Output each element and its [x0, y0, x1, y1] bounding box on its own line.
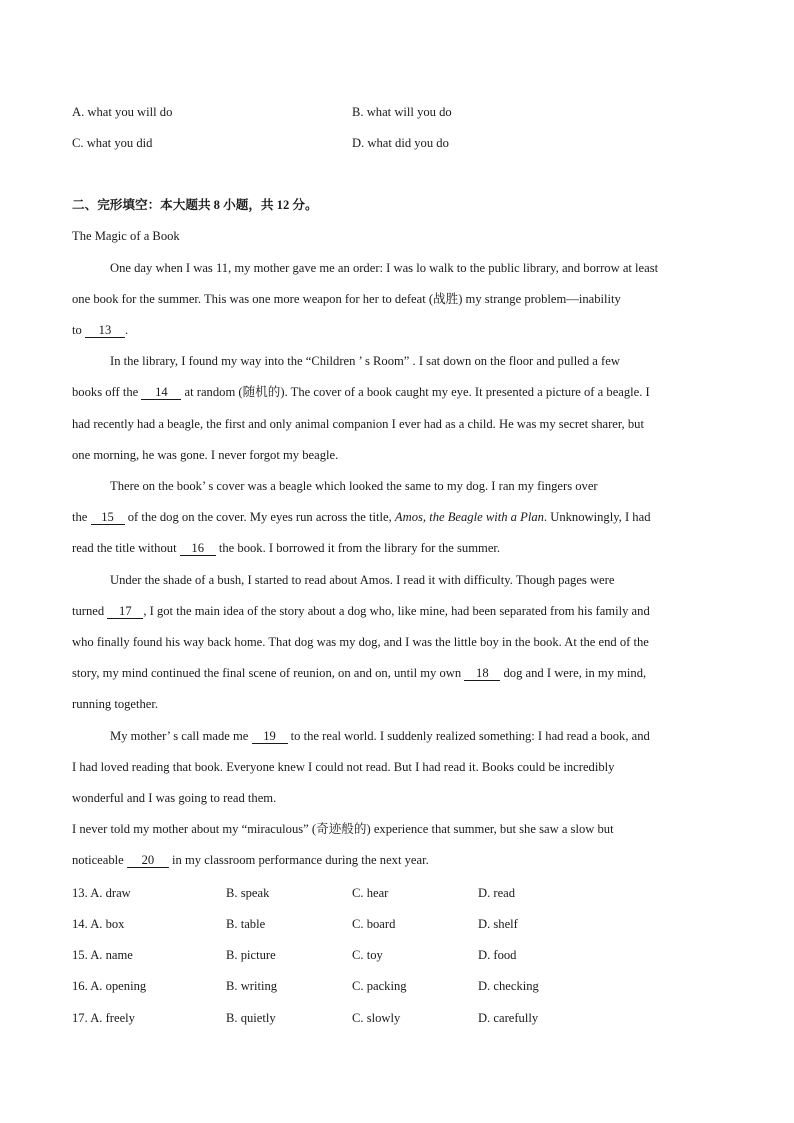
passage-line [72, 667, 646, 681]
blank-19[interactable]: 19 [252, 730, 288, 744]
text-fragment: at random (随机的). The cover of a book caught my eye. It presented a picture of a beagle. I [181, 385, 650, 399]
passage-line [110, 730, 650, 744]
passage-line: one morning, he was gone. I never forgot my beagle. [72, 448, 339, 462]
option-d[interactable]: D. shelf [478, 917, 518, 931]
section-heading: 二、完形填空：本大题共 8 小题，共 12 分。 [72, 198, 318, 212]
option-c[interactable]: C. slowly [352, 1011, 401, 1025]
text-fragment: read the title without [72, 541, 180, 555]
passage-line: I never told my mother about my “miraculous” (奇迹般的) experience that summer, but she saw a slow but [72, 822, 614, 836]
text-fragment: . [124, 323, 129, 337]
passage-line [72, 511, 651, 525]
text-fragment: the book. I borrowed it from the library for the summer. [215, 541, 501, 555]
prev-option-a[interactable]: A. what you will do [72, 105, 173, 119]
option-d[interactable]: D. read [478, 886, 516, 900]
option-c[interactable]: C. toy [352, 948, 383, 962]
option-b[interactable]: B. writing [226, 979, 278, 993]
option-b[interactable]: B. quietly [226, 1011, 276, 1025]
option-a[interactable]: 17. A. freely [72, 1011, 135, 1025]
option-d[interactable]: D. food [478, 948, 517, 962]
passage-line: one book for the summer. This was one more weapon for her to defeat (战胜) my strange problem—inability [72, 292, 621, 306]
option-a[interactable]: 13. A. draw [72, 886, 131, 900]
passage-line: One day when I was 11, my mother gave me an order: I was lo walk to the public library, and borrow at least [110, 261, 659, 275]
prev-option-c[interactable]: C. what you did [72, 136, 153, 150]
passage-line: Under the shade of a bush, I started to read about Amos. I read it with difficulty. Though pages were [110, 573, 615, 587]
passage-line [72, 324, 128, 338]
text-fragment: . Unknowingly, I had [543, 510, 651, 524]
question-row [72, 886, 722, 906]
option-a[interactable]: 16. A. opening [72, 979, 147, 993]
text-fragment: the [72, 510, 91, 524]
text-fragment: books off the [72, 385, 142, 399]
blank-16[interactable]: 16 [180, 542, 216, 556]
option-b[interactable]: B. speak [226, 886, 270, 900]
blank-13[interactable]: 13 [85, 324, 125, 338]
option-d[interactable]: D. checking [478, 979, 539, 993]
blank-20[interactable]: 20 [127, 854, 169, 868]
passage-line: In the library, I found my way into the “Children ’ s Room” . I sat down on the floor and pulled a few [110, 354, 620, 368]
text-fragment: of the dog on the cover. My eyes run across the title, [124, 510, 395, 524]
text-fragment: story, my mind continued the final scene of reunion, on and on, until my own [72, 666, 465, 680]
passage-line: I had loved reading that book. Everyone knew I could not read. But I had read it. Books could be incredibly [72, 760, 615, 774]
prev-option-d[interactable]: D. what did you do [352, 136, 449, 150]
blank-15[interactable]: 15 [91, 511, 125, 525]
passage-line: There on the book’ s cover was a beagle which looked the same to my dog. I ran my fingers over [110, 479, 598, 493]
text-fragment: noticeable [72, 853, 127, 867]
passage-line: who finally found his way back home. That dog was my dog, and I was the little boy in the book. At the end of the [72, 635, 649, 649]
question-row [72, 1011, 722, 1031]
option-d[interactable]: D. carefully [478, 1011, 539, 1025]
text-fragment: to the real world. I suddenly realized something: I had read a book, and [287, 729, 650, 743]
passage-line [72, 542, 500, 556]
passage-line [72, 854, 429, 868]
passage-line [72, 605, 650, 619]
text-fragment: in my classroom performance during the next year. [168, 853, 429, 867]
prev-option-b[interactable]: B. what will you do [352, 105, 452, 119]
passage-title: The Magic of a Book [72, 229, 180, 243]
passage-line [72, 386, 650, 400]
text-fragment: dog and I were, in my mind, [500, 666, 647, 680]
text-fragment: turned [72, 604, 108, 618]
passage-line: running together. [72, 697, 159, 711]
question-row [72, 948, 722, 968]
blank-14[interactable]: 14 [141, 386, 181, 400]
passage-line: had recently had a beagle, the first and only animal companion I ever had as a child. He was my secret sharer, but [72, 417, 644, 431]
book-title: Amos, the Beagle with a Plan [394, 510, 544, 524]
option-a[interactable]: 14. A. box [72, 917, 125, 931]
option-b[interactable]: B. table [226, 917, 266, 931]
passage-line: wonderful and I was going to read them. [72, 791, 277, 805]
option-c[interactable]: C. packing [352, 979, 407, 993]
option-b[interactable]: B. picture [226, 948, 276, 962]
blank-17[interactable]: 17 [107, 605, 143, 619]
option-c[interactable]: C. board [352, 917, 396, 931]
text-fragment: to [72, 323, 85, 337]
option-a[interactable]: 15. A. name [72, 948, 133, 962]
blank-18[interactable]: 18 [464, 667, 500, 681]
text-fragment: , I got the main idea of the story about a dog who, like mine, had been separated from his family and [143, 604, 650, 618]
question-row [72, 979, 722, 999]
text-fragment: My mother’ s call made me [110, 729, 252, 743]
option-c[interactable]: C. hear [352, 886, 389, 900]
question-row [72, 917, 722, 937]
